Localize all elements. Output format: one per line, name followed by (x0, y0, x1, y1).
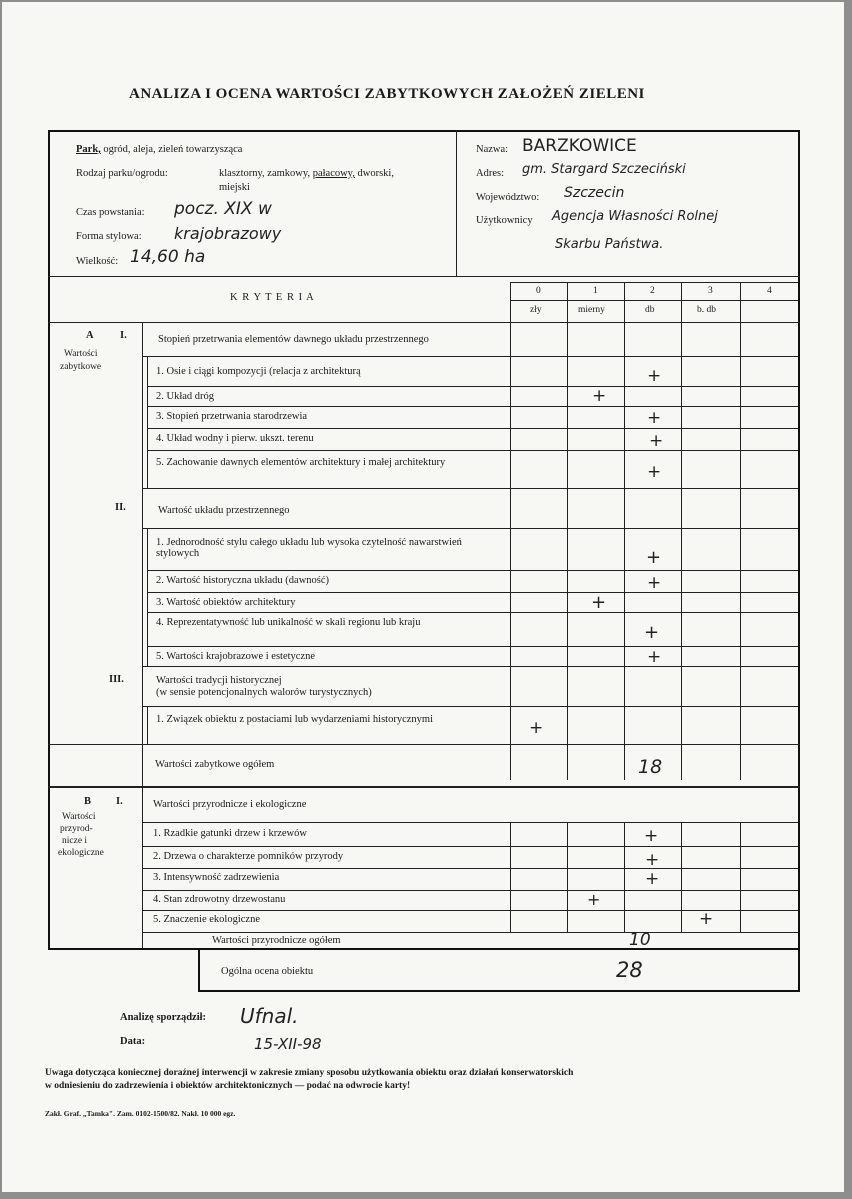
b1-item-4: 4. Stan zdrowotny drzewostanu (153, 894, 286, 905)
a1-item-3: 3. Stopień przetrwania starodrzewia (156, 411, 308, 422)
note-line-1: Uwaga dotycząca koniecznej doraźnej interwencji w zakresie zmiany sposobu użytkowania obiektu oraz działań konserwatorskich (45, 1068, 574, 1078)
section-b-letter: B (84, 796, 92, 807)
b-col-1-left (567, 822, 568, 932)
a1-rule-3 (147, 428, 798, 429)
a1-item-2: 2. Układ dróg (156, 391, 215, 402)
col-num-3: 3 (708, 286, 713, 296)
col-name-1: mierny (578, 305, 605, 315)
mark-b1-1: + (644, 826, 659, 846)
prepared-label: Analizę sporządził: (120, 1012, 207, 1023)
mark-a2-2: + (647, 573, 662, 593)
a3-inner-left (147, 706, 148, 744)
col-num-4: 4 (767, 286, 772, 296)
note-line-2: w odniesieniu do zadrzewienia i obiektów architektonicznych — podać na odwrocie karty! (45, 1081, 411, 1091)
b1-rule-1 (142, 846, 798, 847)
section-a-roman-2: II. (115, 502, 126, 513)
b1-title-rule (142, 822, 798, 823)
rodzaj-option-a: klasztorny, zamkowy, (219, 168, 311, 179)
a1-rule-2 (147, 406, 798, 407)
b1-item-1: 1. Rzadkie gatunki drzew i krzewów (153, 828, 307, 839)
b-col-3-left (681, 822, 682, 932)
b1-rule-2 (142, 868, 798, 869)
frame-left (48, 130, 50, 950)
czas-value: pocz. XIX w (174, 199, 272, 219)
rodzaj-option-miejski: miejski (219, 182, 250, 193)
a1-rule-1 (147, 386, 798, 387)
type-options: ogród, aleja, zieleń towarzysząca (103, 144, 243, 155)
uzytk-value-1: Agencja Własności Rolnej (552, 209, 718, 224)
a2-rule-2 (147, 592, 798, 593)
col-num-1: 1 (593, 286, 598, 296)
section-a-name-1: Wartości (64, 349, 98, 359)
a2-rule-4 (147, 646, 798, 647)
form-title: ANALIZA I OCENA WARTOŚCI ZABYTKOWYCH ZAŁOŻEŃ ZIELENI (129, 86, 645, 102)
category-column-divider (142, 322, 143, 948)
forma-label: Forma stylowa: (76, 231, 142, 242)
uzytk-value-2: Skarbu Państwa. (555, 237, 664, 252)
section-b-name-3: nicze i (62, 836, 88, 846)
nazwa-label: Nazwa: (476, 144, 509, 155)
col-num-2: 2 (650, 286, 655, 296)
section-b-name-2: przyrod- (60, 824, 93, 834)
col-name-3: b. db (697, 305, 716, 315)
b1-item-3: 3. Intensywność zadrzewienia (153, 872, 280, 883)
a3-bottom-rule (48, 744, 800, 745)
a3-title-rule (142, 706, 798, 707)
mark-a2-5: + (647, 647, 662, 667)
printer-imprint: Zakł. Graf. „Tamka". Zam. 0102-1500/82. Nakł. 10 000 egz. (45, 1109, 236, 1118)
overall-label: Ogólna ocena obiektu (221, 966, 314, 977)
b-col-0-left (510, 822, 511, 932)
mark-a1-2: + (592, 386, 607, 406)
b1-item-2: 2. Drzewa o charakterze pomników przyrody (153, 851, 344, 862)
header-split (456, 130, 457, 276)
overall-value: 28 (616, 958, 643, 982)
form-sheet (2, 2, 844, 1192)
a2-item-4: 4. Reprezentatywność lub unikalność w skali regionu lub kraju (156, 617, 421, 628)
frame-top (48, 130, 800, 132)
header-cells-top (510, 282, 798, 283)
a2-rule-1 (147, 570, 798, 571)
b-col-4-left (740, 822, 741, 932)
mark-a2-3: + (591, 592, 607, 613)
section-a-end (48, 786, 800, 788)
a2-item-2: 2. Wartość historyczna układu (dawność) (156, 575, 330, 586)
forma-value: krajobrazowy (174, 224, 282, 243)
overall-left (198, 950, 200, 992)
rodzaj-options (219, 168, 394, 179)
mark-a1-4: + (649, 431, 664, 451)
a1-title-rule (142, 356, 798, 357)
kryteria-label: K R Y T E R I A (230, 292, 315, 303)
mark-b1-4: + (587, 890, 601, 909)
a3-item-1: 1. Związek obiektu z postaciami lub wydarzeniami historycznymi (156, 714, 433, 725)
adres-value: gm. Stargard Szczeciński (522, 162, 686, 177)
a1-group-title: Stopień przetrwania elementów dawnego układu przestrzennego (158, 334, 429, 345)
overall-right (798, 950, 800, 992)
a1-inner-left (147, 356, 148, 488)
section-a-name-2: zabytkowe (60, 362, 102, 372)
a2-bottom-rule (142, 666, 798, 667)
a2-item-5: 5. Wartości krajobrazowe i estetyczne (156, 651, 316, 662)
rodzaj-label: Rodzaj parku/ogrodu: (76, 168, 168, 179)
a1-item-4: 4. Układ wodny i pierw. ukszt. terenu (156, 433, 314, 444)
a1-item-1: 1. Osie i ciągi kompozycji (relacja z architekturą (156, 366, 361, 377)
a1-rule-4 (147, 450, 798, 451)
date-label: Data: (120, 1036, 146, 1047)
col-num-0: 0 (536, 286, 541, 296)
b1-bottom-rule (142, 932, 798, 933)
woj-label: Województwo: (476, 192, 540, 203)
nazwa-value: BARZKOWICE (522, 136, 637, 156)
b-total-label: Wartości przyrodnicze ogółem (212, 935, 341, 946)
adres-label: Adres: (476, 168, 504, 179)
mark-a2-4: + (644, 622, 660, 643)
section-b-roman: I. (116, 796, 123, 807)
woj-value: Szczecin (564, 185, 625, 201)
a1-bottom-rule (142, 488, 798, 489)
mark-a2-1: + (646, 547, 662, 568)
b-total-value: 10 (629, 930, 651, 950)
mark-a1-1: + (647, 366, 662, 386)
a2-title-rule (142, 528, 798, 529)
mark-b1-3: + (645, 869, 660, 889)
mark-a3-1: + (529, 718, 544, 738)
a2-item-1: 1. Jednorodność stylu całego układu lub wysoka czytelność nawarstwień stylowych (156, 537, 462, 559)
b1-rule-3 (142, 890, 798, 891)
a2-group-title: Wartość układu przestrzennego (158, 505, 290, 516)
b1-group-title: Wartości przyrodnicze i ekologiczne (153, 799, 307, 810)
b1-item-5: 5. Znaczenie ekologiczne (153, 914, 260, 925)
a-total-label: Wartości zabytkowe ogółem (155, 759, 275, 770)
type-park-selected: Park, (76, 144, 101, 155)
wielkosc-label: Wielkość: (76, 256, 119, 267)
date-value: 15-XII-98 (254, 1035, 322, 1053)
b-col-2-left (624, 822, 625, 932)
czas-label: Czas powstania: (76, 207, 145, 218)
col-name-0: zły (530, 305, 542, 315)
a1-item-5: 5. Zachowanie dawnych elementów architektury i małej architektury (156, 457, 446, 468)
object-type (76, 144, 242, 155)
overall-bottom (198, 990, 800, 992)
a3-group-title-1: Wartości tradycji historycznej (156, 675, 282, 686)
rodzaj-option-b: dworski, (357, 168, 394, 179)
mark-b1-5: + (699, 909, 714, 929)
rodzaj-option-selected: pałacowy, (312, 168, 355, 179)
header-cells-mid (510, 300, 798, 301)
mark-a1-3: + (647, 408, 662, 428)
section-b-name-1: Wartości (62, 812, 96, 822)
a2-item-3: 3. Wartość obiektów architektury (156, 597, 296, 608)
frame-bottom (48, 948, 800, 950)
header-divider (48, 276, 800, 277)
criteria-header-bottom (48, 322, 800, 323)
mark-a1-5: + (647, 462, 662, 482)
mark-b1-2: + (645, 850, 660, 870)
section-a-letter: A (86, 330, 94, 341)
uzytk-label: Użytkownicy (476, 215, 533, 226)
a-total-value: 18 (638, 756, 663, 778)
a2-rule-3 (147, 612, 798, 613)
section-a-roman-1: I. (120, 330, 127, 341)
section-a-roman-3: III. (109, 674, 124, 685)
frame-right (798, 130, 800, 950)
section-b-name-4: ekologiczne (58, 848, 104, 858)
col-name-2: db (645, 305, 655, 315)
wielkosc-value: 14,60 ha (130, 247, 206, 267)
prepared-signature: Ufnal. (240, 1004, 299, 1028)
a3-group-title-2: (w sensie potencjonalnych walorów turystycznych) (156, 687, 372, 698)
